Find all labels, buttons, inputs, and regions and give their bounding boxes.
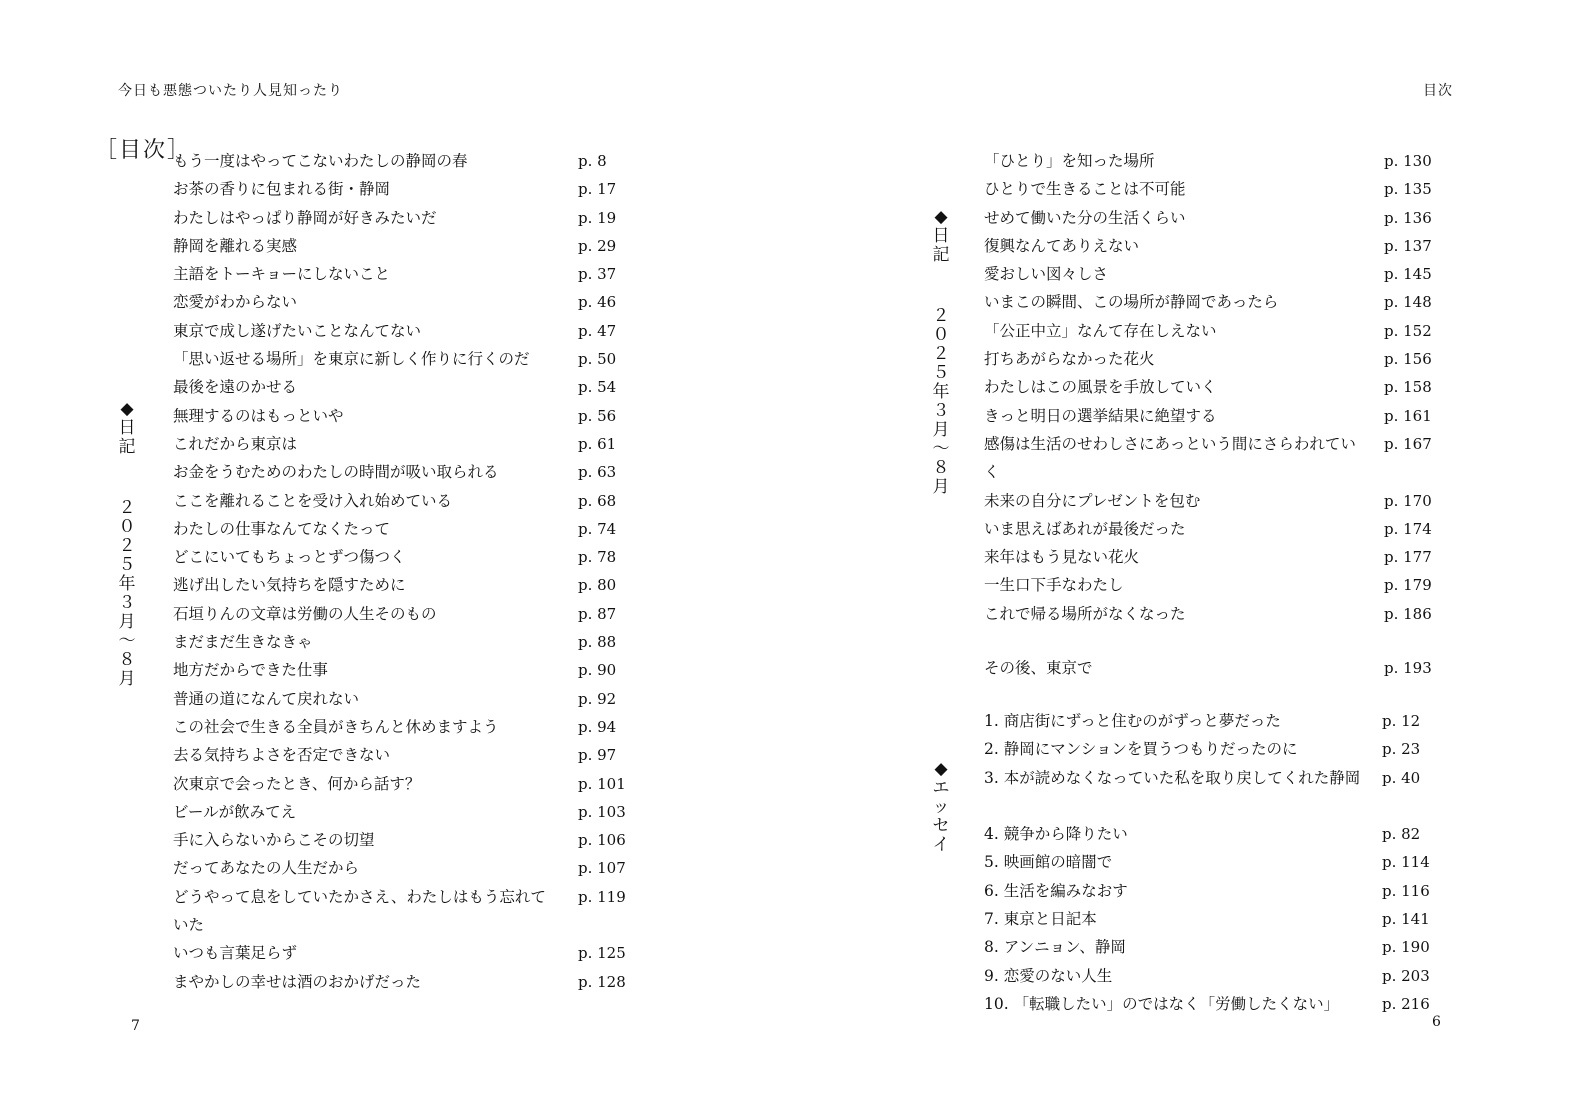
toc-entry[interactable] <box>173 826 633 854</box>
toc-entry[interactable] <box>984 600 1444 628</box>
entry-title: 復興なんてありえない <box>984 236 1140 255</box>
vertical-char: ５ <box>118 555 136 575</box>
entry-title: ビールが飲みてえ <box>173 802 297 821</box>
entry-title: 来年はもう見ない花火 <box>984 548 1140 567</box>
vertical-char: ８ <box>118 650 136 670</box>
toc-entry[interactable] <box>984 204 1444 232</box>
entry-page: p. 130 <box>1384 152 1432 170</box>
entry-title: 4. 競争から降りたい <box>984 825 1128 844</box>
entry-page: p. 136 <box>1384 208 1432 227</box>
vertical-char: 月 <box>932 477 950 497</box>
entry-page: p. 46 <box>578 293 617 312</box>
entry-title: わたしはこの風景を手放していく <box>984 378 1217 397</box>
toc-entry[interactable] <box>984 147 1444 175</box>
entry-page: p. 56 <box>578 406 617 425</box>
toc-entry[interactable] <box>984 430 1444 487</box>
toc-entry[interactable] <box>984 288 1444 316</box>
toc-heading: ［目次］ <box>95 138 192 163</box>
entry-title: 8. アンニョン、静岡 <box>984 938 1126 957</box>
entry-title: 「公正中立」なんて存在しえない <box>984 321 1217 340</box>
entry-title: 主語をトーキョーにしないこと <box>173 265 391 284</box>
toc-entry[interactable] <box>173 713 633 741</box>
entry-page: p. 68 <box>578 491 617 510</box>
entry-page: p. 29 <box>578 236 617 255</box>
entry-page: p. 193 <box>1384 659 1432 677</box>
entry-page: p. 82 <box>1382 825 1421 844</box>
toc-entry[interactable] <box>984 877 1444 905</box>
entry-title: いつも言葉足らず <box>173 944 298 963</box>
entry-title: 9. 恋愛のない人生 <box>984 966 1113 985</box>
vertical-char: ０ <box>932 325 950 345</box>
section-label-text-vertical <box>116 400 138 457</box>
toc-entry[interactable] <box>984 487 1444 515</box>
entry-title: 逃げ出したい気持ちを隠すために <box>173 576 406 595</box>
toc-entry[interactable] <box>984 905 1444 933</box>
entry-page: p. 103 <box>578 802 626 821</box>
entry-page: p. 114 <box>1382 853 1430 872</box>
toc-entry[interactable] <box>984 317 1444 345</box>
entry-title: この社会で生きる全員がきちんと休めますよう <box>173 717 499 736</box>
toc-entry[interactable] <box>173 571 633 599</box>
vertical-char: エ <box>932 778 950 798</box>
toc-entry[interactable] <box>173 798 633 826</box>
section-period-text-vertical <box>930 307 952 497</box>
entry-title: わたしはやっぱり静岡が好きみたいだ <box>173 208 437 227</box>
entry-page: p. 125 <box>578 944 626 963</box>
entry-title: 3. 本が読めなくなっていた私を取り戻してくれた静岡 <box>984 768 1361 787</box>
toc-entry[interactable] <box>173 232 633 260</box>
toc-entry[interactable] <box>173 487 633 515</box>
entry-page: p. 174 <box>1384 519 1432 538</box>
toc-entry[interactable] <box>173 600 633 628</box>
entry-page: p. 23 <box>1382 740 1421 759</box>
vertical-char: ～ <box>932 439 950 459</box>
entry-title: まやかしの幸せは酒のおかげだった <box>173 972 422 991</box>
toc-entry-afterword[interactable] <box>984 654 1444 682</box>
vertical-char: ２ <box>118 536 136 556</box>
entry-title: 静岡を離れる実感 <box>173 236 298 255</box>
toc-entry[interactable] <box>173 515 633 543</box>
entry-title: ここを離れることを受け入れ始めている <box>173 491 453 510</box>
vertical-char: ～ <box>118 631 136 651</box>
entry-title: 10. 「転職したい」のではなく「労働したくない」 <box>984 994 1340 1013</box>
vertical-char: ２ <box>118 498 136 518</box>
toc-header: 目次 <box>1423 83 1453 99</box>
entry-title: 無理するのはもっといや <box>173 406 344 425</box>
entry-title: その後、東京で <box>984 659 1093 677</box>
entry-title: 「ひとり」を知った場所 <box>984 152 1155 170</box>
entry-title: 打ちあがらなかった花火 <box>984 350 1155 369</box>
vertical-char: 日 <box>118 418 136 438</box>
toc-entry[interactable] <box>173 288 633 316</box>
entry-title: お金をうむためのわたしの時間が吸い取られる <box>173 463 499 482</box>
vertical-char: 年 <box>932 382 950 402</box>
vertical-char: ッ <box>932 797 950 817</box>
spacer <box>116 457 138 499</box>
entry-title: ひとりで生きることは不可能 <box>984 180 1186 199</box>
toc-entry[interactable] <box>984 848 1444 876</box>
entry-page: p. 17 <box>578 180 617 199</box>
entry-page: p. 88 <box>578 633 617 652</box>
entry-page: p. 152 <box>1384 321 1432 340</box>
entry-title: 1. 商店街にずっと住むのがずっと夢だった <box>984 712 1281 730</box>
entry-page: p. 61 <box>578 434 617 453</box>
book-title-header: 今日も悪態ついたり人見知ったり <box>118 83 343 99</box>
vertical-char: ０ <box>118 517 136 537</box>
toc-entry[interactable] <box>984 933 1444 961</box>
entry-page: p. 37 <box>578 265 617 284</box>
entry-title: 石垣りんの文章は労働の人生そのもの <box>173 604 437 623</box>
toc-entry[interactable] <box>984 764 1444 821</box>
entry-page: p. 47 <box>578 321 617 340</box>
vertical-char: ３ <box>118 593 136 613</box>
entry-title: 去る気持ちよさを否定できない <box>173 746 391 765</box>
toc-entry[interactable] <box>173 345 633 373</box>
vertical-char: 月 <box>118 612 136 632</box>
entry-page: p. 92 <box>578 689 617 708</box>
vertical-char: ◆ <box>934 207 948 227</box>
entry-page: p. 137 <box>1384 236 1432 255</box>
entry-page: p. 19 <box>578 208 617 227</box>
section-period-text-vertical <box>116 499 138 689</box>
toc-entry[interactable] <box>984 735 1444 763</box>
toc-entry[interactable] <box>173 770 633 798</box>
left-page <box>0 0 790 1110</box>
toc-entry[interactable] <box>173 458 633 486</box>
entry-title: 「思い返せる場所」を東京に新しく作りに行くのだ <box>173 350 530 369</box>
entry-page: p. 119 <box>578 887 626 906</box>
vertical-char: ◆ <box>934 759 948 779</box>
entry-page: p. 148 <box>1384 293 1432 312</box>
entry-page: p. 8 <box>578 152 607 170</box>
vertical-char: 年 <box>118 574 136 594</box>
entry-title: きっと明日の選挙結果に絶望する <box>984 406 1217 425</box>
entry-title: 恋愛がわからない <box>173 293 298 312</box>
entry-title: 東京で成し遂げたいことなんてない <box>173 321 422 340</box>
toc-entry[interactable] <box>984 571 1444 599</box>
toc-entry[interactable] <box>173 628 633 656</box>
entry-page: p. 94 <box>578 717 617 736</box>
essay-section-label <box>930 760 952 855</box>
toc-entry[interactable] <box>173 373 633 401</box>
toc-entry[interactable] <box>173 939 633 967</box>
entry-title: わたしの仕事なんてなくたって <box>173 519 391 538</box>
toc-entry[interactable] <box>173 260 633 288</box>
vertical-char: 月 <box>118 669 136 689</box>
toc-list-diary-part1 <box>173 147 633 996</box>
entry-title: いま思えばあれが最後だった <box>984 519 1186 538</box>
page-number: 7 <box>131 1018 140 1034</box>
entry-title: 次東京で会ったとき、何から話す？ <box>173 774 421 793</box>
right-page <box>790 0 1583 1110</box>
toc-entry[interactable] <box>984 260 1444 288</box>
section-label-text-vertical <box>930 760 952 855</box>
toc-list-essays <box>984 707 1444 1047</box>
entry-title: これだから東京は <box>173 434 298 453</box>
entry-page: p. 80 <box>578 576 617 595</box>
spacer <box>930 265 952 307</box>
entry-page: p. 12 <box>1382 712 1421 730</box>
entry-title: 感傷は生活のせわしさにあっという間にさらわれていく <box>984 434 1356 482</box>
entry-title: 一生口下手なわたし <box>984 576 1124 595</box>
entry-title: 6. 生活を編みなおす <box>984 881 1128 900</box>
toc-entry[interactable] <box>984 373 1444 401</box>
entry-title: どうやって息をしていたかさえ、わたしはもう忘れていた <box>173 887 546 935</box>
entry-title: お茶の香りに包まれる街・静岡 <box>173 180 391 199</box>
entry-title: 2. 静岡にマンションを買うつもりだったのに <box>984 740 1298 759</box>
entry-page: p. 179 <box>1384 576 1432 595</box>
entry-title: いまこの瞬間、この場所が静岡であったら <box>984 293 1279 312</box>
entry-title: まだまだ生きなきゃ <box>173 633 313 652</box>
toc-entry[interactable] <box>173 968 633 996</box>
toc-entry[interactable] <box>173 317 633 345</box>
toc-entry[interactable] <box>984 962 1444 990</box>
toc-entry[interactable] <box>984 543 1444 571</box>
toc-list-diary-part2 <box>984 147 1444 628</box>
toc-entry[interactable] <box>984 515 1444 543</box>
entry-page: p. 145 <box>1384 265 1432 284</box>
toc-entry[interactable] <box>173 656 633 684</box>
vertical-char: セ <box>932 816 950 836</box>
entry-page: p. 216 <box>1382 994 1430 1013</box>
vertical-char: 記 <box>118 437 136 457</box>
vertical-char: ２ <box>932 306 950 326</box>
toc-entry[interactable] <box>173 430 633 458</box>
entry-title: 未来の自分にプレゼントを包む <box>984 491 1201 510</box>
toc-entry[interactable] <box>984 232 1444 260</box>
toc-entry[interactable] <box>173 883 633 940</box>
entry-title: 最後を遠のかせる <box>173 378 298 397</box>
toc-entry[interactable] <box>984 175 1444 203</box>
toc-entry[interactable] <box>984 820 1444 848</box>
entry-page: p. 90 <box>578 661 617 680</box>
entry-page: p. 97 <box>578 746 617 765</box>
entry-page: p. 135 <box>1384 180 1432 199</box>
entry-title: どこにいてもちょっとずつ傷つく <box>173 548 406 567</box>
entry-page: p. 116 <box>1382 881 1430 900</box>
toc-entry[interactable] <box>173 543 633 571</box>
entry-page: p. 158 <box>1384 378 1432 397</box>
entry-page: p. 156 <box>1384 350 1432 369</box>
entry-title: 5. 映画館の暗闇で <box>984 853 1113 872</box>
toc-entry[interactable] <box>984 345 1444 373</box>
vertical-char: イ <box>932 835 950 855</box>
page-number: 6 <box>1432 1014 1441 1030</box>
entry-page: p. 101 <box>578 774 626 793</box>
toc-entry[interactable] <box>984 402 1444 430</box>
entry-page: p. 106 <box>578 831 626 850</box>
entry-page: p. 54 <box>578 378 617 397</box>
entry-page: p. 167 <box>1384 434 1432 453</box>
entry-page: p. 128 <box>578 972 626 991</box>
toc-entry[interactable] <box>173 175 633 203</box>
diary-section-label <box>930 208 952 497</box>
entry-title: だってあなたの人生だから <box>173 859 360 878</box>
entry-page: p. 161 <box>1384 406 1432 425</box>
toc-entry[interactable] <box>173 147 633 175</box>
entry-title: 手に入らないからこその切望 <box>173 831 375 850</box>
entry-page: p. 170 <box>1384 491 1432 510</box>
vertical-char: 月 <box>932 420 950 440</box>
entry-page: p. 141 <box>1382 910 1430 929</box>
entry-title: せめて働いた分の生活くらい <box>984 208 1186 227</box>
toc-entry[interactable] <box>173 741 633 769</box>
vertical-char: ◆ <box>120 399 134 419</box>
entry-page: p. 177 <box>1384 548 1432 567</box>
entry-page: p. 87 <box>578 604 617 623</box>
entry-page: p. 40 <box>1382 768 1421 787</box>
vertical-char: 日 <box>932 226 950 246</box>
diary-section-label <box>116 400 138 689</box>
entry-title: 地方だからできた仕事 <box>173 661 328 680</box>
entry-page: p. 63 <box>578 463 617 482</box>
entry-page: p. 50 <box>578 350 617 369</box>
toc-entry[interactable] <box>173 854 633 882</box>
toc-entry[interactable] <box>984 707 1444 735</box>
entry-page: p. 186 <box>1384 604 1432 623</box>
vertical-char: ３ <box>932 401 950 421</box>
toc-entry[interactable] <box>173 204 633 232</box>
entry-page: p. 203 <box>1382 966 1430 985</box>
entry-title: 普通の道になんて戻れない <box>173 689 360 708</box>
entry-page: p. 190 <box>1382 938 1430 957</box>
vertical-char: 記 <box>932 245 950 265</box>
vertical-char: ８ <box>932 458 950 478</box>
toc-entry[interactable] <box>173 402 633 430</box>
entry-title: 7. 東京と日記本 <box>984 910 1097 929</box>
entry-page: p. 107 <box>578 859 626 878</box>
toc-entry[interactable] <box>984 990 1444 1047</box>
entry-page: p. 78 <box>578 548 617 567</box>
entry-title: もう一度はやってこないわたしの静岡の春 <box>173 152 468 170</box>
toc-entry[interactable] <box>173 685 633 713</box>
entry-page: p. 74 <box>578 519 617 538</box>
section-label-text-vertical <box>930 208 952 265</box>
vertical-char: ５ <box>932 363 950 383</box>
vertical-char: ２ <box>932 344 950 364</box>
entry-title: 愛おしい図々しさ <box>984 265 1109 284</box>
entry-title: これで帰る場所がなくなった <box>984 604 1186 623</box>
